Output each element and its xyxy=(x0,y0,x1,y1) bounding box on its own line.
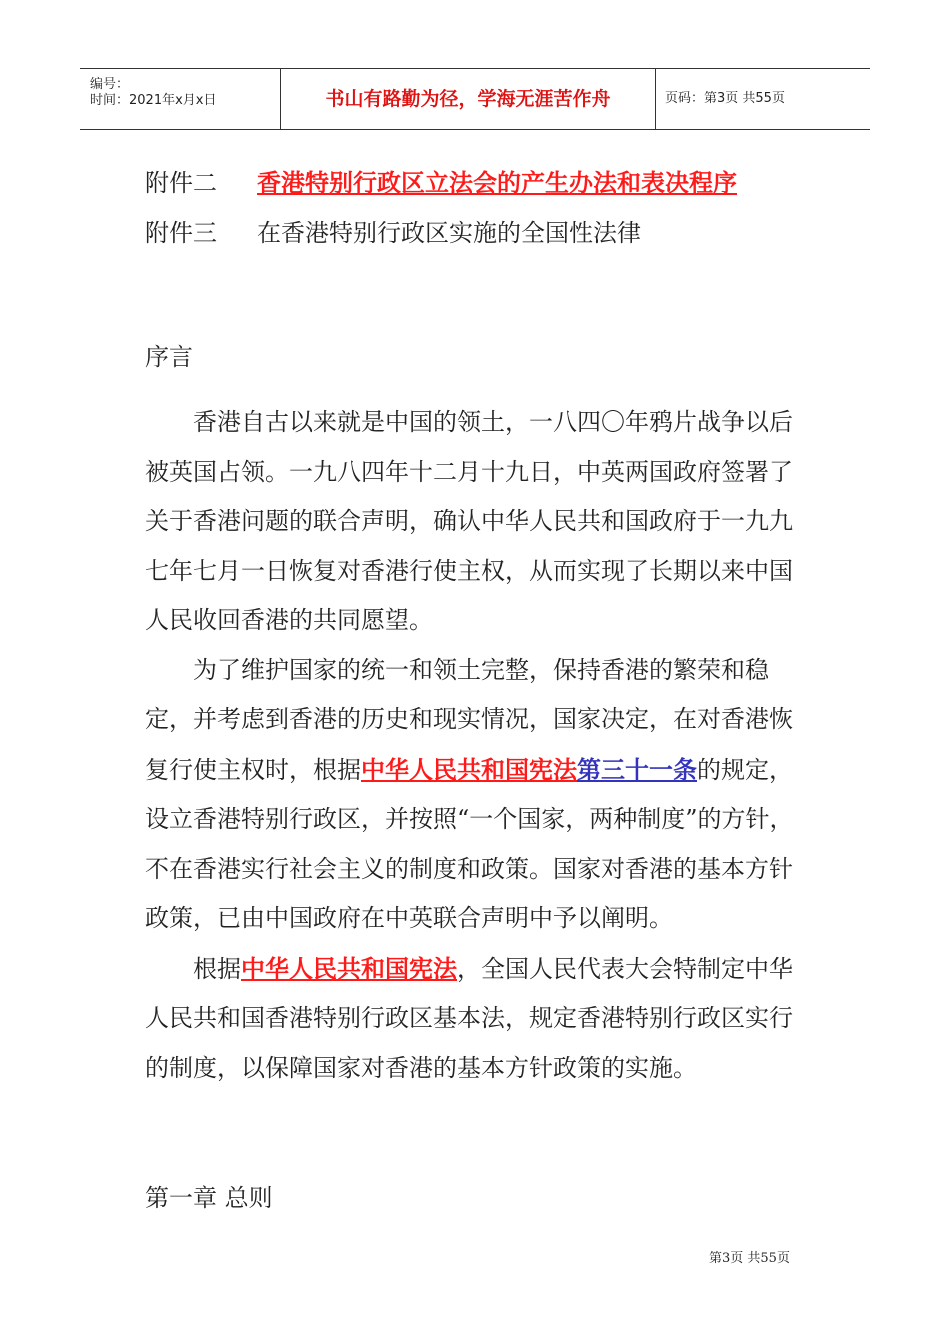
preface-heading: 序言 xyxy=(145,343,193,371)
annex2-line xyxy=(145,163,737,198)
constitution-link-2[interactable]: 中华人民共和国宪法 xyxy=(241,953,457,983)
annex2-label: 附件二 xyxy=(145,169,217,197)
annex3-title: 在香港特别行政区实施的全国性法律 xyxy=(257,219,641,247)
article-31-link[interactable]: 第三十一条 xyxy=(577,754,697,784)
paragraph-2-text-a: 为了维护国家的统一和领土完整，保持香港的繁荣和稳定，并考虑到香港的历史和现实情况，国家决定，在对香港恢复行使主权时，根据 xyxy=(145,655,793,784)
chapter-heading: 第一章 总则 xyxy=(145,1184,273,1212)
paragraph-1: 香港自古以来就是中国的领土，一八四〇年鸦片战争以后被英国占领。一九八四年十二月十九日，中英两国政府签署了关于香港问题的联合声明，确认中华人民共和国政府于一九九七年七月一日恢复对香港行使主权，从而实现了长期以来中国人民收回香港的共同愿望。 xyxy=(145,408,793,634)
document-header xyxy=(80,68,870,130)
annex3-label: 附件三 xyxy=(145,219,217,247)
preface-body xyxy=(145,398,810,1093)
paragraph-3-text-b: ，全国人民代表大会特制定中华人民共和国香港特别行政区基本法，规定香港特别行政区实行的制度，以保障国家对香港的基本方针政策的实施。 xyxy=(145,954,793,1082)
header-page-info: 页码：第3页 共55页 xyxy=(665,91,785,106)
constitution-link[interactable]: 中华人民共和国宪法 xyxy=(361,754,577,784)
annex2-title-link[interactable]: 香港特别行政区立法会的产生办法和表决程序 xyxy=(257,168,737,197)
paragraph-2 xyxy=(145,646,810,944)
paragraph-3-text-a: 根据 xyxy=(193,954,241,983)
page-footer: 第3页 共55页 xyxy=(709,1251,790,1266)
paragraph-2-text-b: 的规定，设立香港特别行政区，并按照“一个国家，两种制度”的方针，不在香港实行社会主义的制度和政策。国家对香港的基本方针政策，已由中国政府在中英联合声明中予以阐明。 xyxy=(145,755,794,932)
annex3-line xyxy=(145,213,641,248)
paragraph-3 xyxy=(145,944,810,1094)
time-label: 时间：2021年x月x日 xyxy=(90,93,217,108)
header-motto: 书山有路勤为径，学海无涯苦作舟 xyxy=(281,69,656,129)
header-info-cell xyxy=(80,69,281,129)
number-label: 编号： xyxy=(90,77,130,92)
